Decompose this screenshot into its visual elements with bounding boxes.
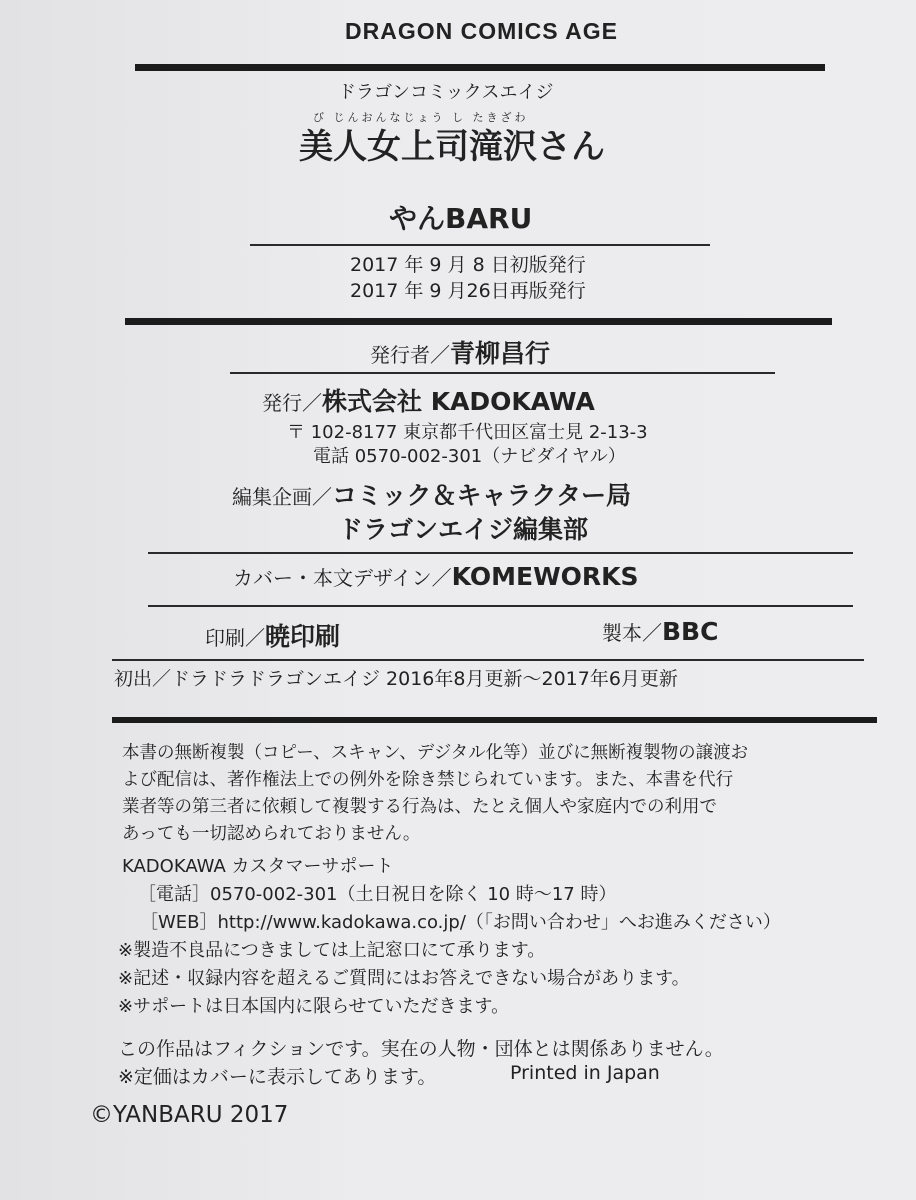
book-title: 美人女上司滝沢さん — [299, 127, 605, 167]
publisher-rule — [230, 372, 775, 374]
binding-label: 製本／ — [602, 621, 662, 645]
series-kana: ドラゴンコミックスエイジ — [338, 82, 554, 103]
editing-row — [232, 476, 631, 512]
top-rule — [135, 64, 825, 71]
publisher-phone: 電話 0570-002-301（ナビダイヤル） — [313, 446, 626, 467]
printed-in: Printed in Japan — [510, 1062, 660, 1084]
design-label: カバー・本文デザイン／ — [233, 566, 452, 590]
imprint-label: DRAGON COMICS AGE — [345, 18, 618, 44]
editing-label: 編集企画／ — [232, 485, 332, 509]
notice-line: 業者等の第三者に依頼して複製する行為は、たとえ個人や家庭内での利用で — [122, 797, 717, 817]
author-name: やんBARU — [389, 202, 533, 235]
binding-row — [602, 617, 718, 646]
support-note: ※記述・収録内容を超えるご質問にはお答えできない場合があります。 — [118, 968, 690, 989]
editing-dept: コミック＆キャラクター局 — [332, 481, 632, 510]
design-rule — [148, 605, 853, 607]
support-title: KADOKAWA カスタマーサポート — [122, 856, 394, 877]
publisher-person-row — [370, 334, 550, 370]
notice-line: あっても一切認められておりません。 — [122, 824, 421, 844]
support-note: ※製造不良品につきましては上記窓口にて承ります。 — [118, 940, 546, 961]
price-note: ※定価はカバーに表示してあります。 — [118, 1066, 437, 1088]
notice-line: 本書の無断複製（コピー、スキャン、デジタル化等）並びに無断複製物の譲渡お — [122, 743, 749, 763]
printing-name: 暁印刷 — [265, 622, 341, 651]
author-rule — [250, 244, 710, 246]
printing-row — [205, 617, 340, 653]
edition-second: 2017 年 9 月26日再版発行 — [350, 280, 586, 302]
title-ruby: び じんおんなじょう し たきざわ — [313, 111, 529, 124]
notice-block — [122, 740, 748, 848]
fiction-note: この作品はフィクションです。実在の人物・団体とは関係ありません。 — [118, 1038, 724, 1060]
publisher-person-name: 青柳昌行 — [450, 339, 551, 368]
support-phone: ［電話］0570-002-301（土日祝日を除く 10 時〜17 時） — [138, 884, 617, 905]
notice-rule — [112, 717, 877, 723]
edition-first: 2017 年 9 月 8 日初版発行 — [350, 254, 586, 276]
printing-rule — [112, 659, 864, 661]
design-name: KOMEWORKS — [451, 562, 639, 591]
editing-office: ドラゴンエイジ編集部 — [338, 515, 589, 544]
publisher-name: 株式会社 KADOKAWA — [322, 387, 595, 416]
notice-line: よび配信は、著作権法上での例外を除き禁じられています。また、本書を代行 — [122, 770, 734, 790]
editing-rule — [148, 552, 853, 554]
printing-label: 印刷／ — [205, 626, 265, 650]
first-appearance: 初出／ドラドラドラゴンエイジ 2016年8月更新〜2017年6月更新 — [114, 668, 678, 690]
copyright: ©YANBARU 2017 — [90, 1102, 289, 1128]
design-row — [233, 562, 639, 591]
publisher-address: 〒 102-8177 東京都千代田区富士見 2-13-3 — [287, 422, 648, 443]
edition-rule — [125, 318, 832, 325]
support-note: ※サポートは日本国内に限らせていただきます。 — [118, 996, 510, 1017]
publisher-person-label: 発行者／ — [370, 343, 450, 367]
publisher-row — [262, 382, 595, 418]
binding-name: BBC — [662, 617, 719, 646]
support-web: ［WEB］http://www.kadokawa.co.jp/（「お問い合わせ」へお進みください） — [140, 912, 781, 933]
publisher-label: 発行／ — [262, 391, 322, 415]
